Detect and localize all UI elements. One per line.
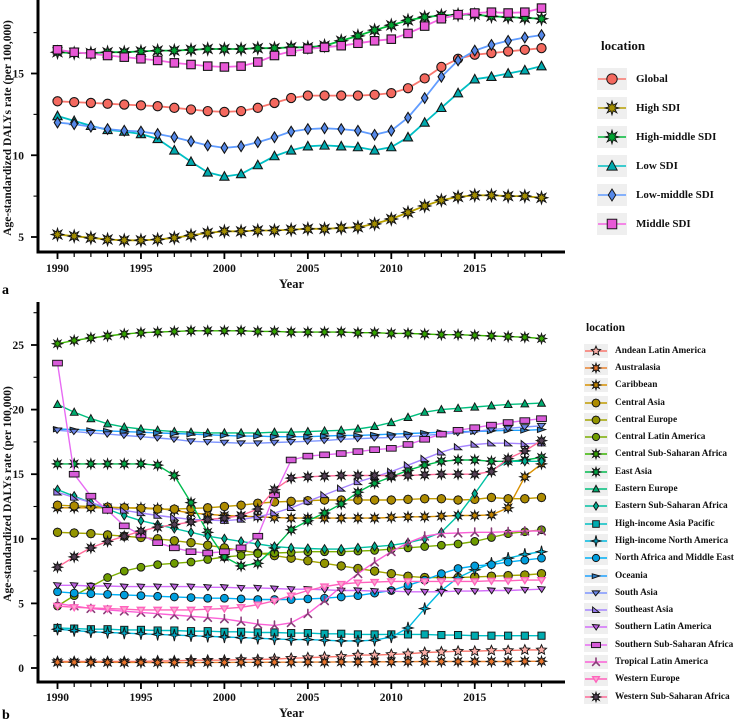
legend-item-label: Middle SDI xyxy=(636,217,691,230)
legend-item-high-income-north-america xyxy=(584,532,741,549)
panel-a-legend-items xyxy=(597,64,739,238)
svg-text:1995: 1995 xyxy=(129,263,153,275)
legend-item-central-sub-saharan-africa xyxy=(584,446,741,463)
legend-item-high-income-asia-pacific xyxy=(584,515,741,532)
series-central-sub-saharan-africa xyxy=(52,326,546,349)
legend-item-label: East Asia xyxy=(615,466,652,477)
legend-item-north-africa-and-middle-east xyxy=(584,550,741,567)
legend-item-label: Southern Sub-Saharan Africa xyxy=(615,639,734,650)
legend-item-label: Oceania xyxy=(615,570,648,581)
legend-item-high-sdi xyxy=(597,93,739,122)
svg-text:2000: 2000 xyxy=(212,692,236,704)
svg-text:15: 15 xyxy=(12,469,24,482)
legend-item-central-asia xyxy=(584,394,741,411)
legend-item-andean-latin-america xyxy=(584,342,741,359)
series-middle-sdi xyxy=(53,4,545,71)
legend-key-icon xyxy=(584,534,608,548)
svg-text:Year: Year xyxy=(279,277,304,291)
legend-key-icon xyxy=(584,430,608,444)
legend-key-icon xyxy=(597,68,627,90)
legend-item-label: Southeast Asia xyxy=(615,605,674,616)
legend-item-southern-latin-america xyxy=(584,619,741,636)
svg-text:1990: 1990 xyxy=(46,263,69,275)
panel-a-legend xyxy=(597,38,739,238)
legend-item-oceania xyxy=(584,567,741,584)
legend-item-label: Caribbean xyxy=(615,380,658,391)
legend-item-label: Andean Latin America xyxy=(615,345,706,356)
legend-item-south-asia xyxy=(584,584,741,601)
legend-item-global xyxy=(597,64,739,93)
svg-text:5: 5 xyxy=(18,232,24,244)
legend-item-southern-sub-saharan-africa xyxy=(584,636,741,653)
svg-text:Age-standardized DALYs rate (p: Age-standardized DALYs rate (per 100,000) xyxy=(2,20,14,236)
legend-item-eastern-europe xyxy=(584,480,741,497)
legend-item-label: High SDI xyxy=(636,101,681,114)
legend-key-icon xyxy=(584,413,608,427)
legend-key-icon xyxy=(584,569,608,583)
legend-key-icon xyxy=(584,465,608,479)
legend-item-label: Southern Latin America xyxy=(615,622,712,633)
legend-item-label: Global xyxy=(636,72,668,85)
panel-a-label: a xyxy=(2,283,9,298)
legend-key-icon xyxy=(584,396,608,410)
legend-item-label: Eastern Europe xyxy=(615,484,678,495)
svg-text:10: 10 xyxy=(12,533,24,546)
legend-key-icon xyxy=(584,499,608,513)
panel-a-plot xyxy=(0,0,596,298)
legend-key-icon xyxy=(584,344,608,358)
legend-item-label: Central Latin America xyxy=(615,432,706,443)
series-high-sdi xyxy=(52,189,548,246)
legend-item-label: Western Sub-Saharan Africa xyxy=(615,691,730,702)
legend-item-low-sdi xyxy=(597,151,739,180)
legend-key-icon xyxy=(584,672,608,686)
svg-text:15: 15 xyxy=(12,68,24,81)
svg-text:0: 0 xyxy=(18,663,24,675)
legend-key-icon xyxy=(584,361,608,375)
legend-key-icon xyxy=(584,638,608,652)
svg-text:1995: 1995 xyxy=(129,692,153,704)
svg-text:2005: 2005 xyxy=(296,692,320,704)
legend-item-label: Low SDI xyxy=(636,159,678,172)
legend-key-icon xyxy=(584,482,608,496)
legend-key-icon xyxy=(597,126,627,148)
legend-key-icon xyxy=(597,213,627,235)
legend-item-australasia xyxy=(584,359,741,376)
legend-item-label: Eastern Sub-Saharan Africa xyxy=(615,501,728,512)
panel-b-legend-items xyxy=(584,342,741,705)
legend-item-label: Western Europe xyxy=(615,674,680,685)
legend-item-caribbean xyxy=(584,377,741,394)
legend-item-middle-sdi xyxy=(597,209,739,238)
legend-item-label: High-middle SDI xyxy=(636,130,717,143)
legend-key-icon xyxy=(597,184,627,206)
series-low-sdi xyxy=(53,61,546,180)
svg-text:Year: Year xyxy=(279,706,304,720)
legend-item-label: Central Europe xyxy=(615,414,678,425)
legend-item-southeast-asia xyxy=(584,601,741,618)
legend-item-label: High-income North America xyxy=(615,535,729,546)
legend-item-western-sub-saharan-africa xyxy=(584,688,741,705)
legend-key-icon xyxy=(584,378,608,392)
legend-key-icon xyxy=(584,551,608,565)
panel-b-legend xyxy=(584,322,741,705)
legend-item-label: South Asia xyxy=(615,587,658,598)
legend-item-label: Australasia xyxy=(615,362,661,373)
legend-item-central-europe xyxy=(584,411,741,428)
legend-key-icon xyxy=(597,155,627,177)
legend-key-icon xyxy=(584,517,608,531)
legend-item-east-asia xyxy=(584,463,741,480)
svg-text:2010: 2010 xyxy=(379,263,403,275)
legend-item-low-middle-sdi xyxy=(597,180,739,209)
svg-text:2015: 2015 xyxy=(463,692,487,704)
legend-key-icon xyxy=(584,690,608,704)
svg-text:5: 5 xyxy=(18,598,24,611)
series-high-income-asia-pacific xyxy=(54,624,545,639)
legend-item-label: Central Sub-Saharan Africa xyxy=(615,449,728,460)
legend-item-central-latin-america xyxy=(584,428,741,445)
legend-item-label: Tropical Latin America xyxy=(615,656,709,667)
svg-text:2005: 2005 xyxy=(296,263,320,275)
svg-text:20: 20 xyxy=(12,404,24,417)
legend-key-icon xyxy=(584,603,608,617)
svg-text:2015: 2015 xyxy=(463,263,487,275)
svg-text:2000: 2000 xyxy=(212,263,236,275)
legend-item-tropical-latin-america xyxy=(584,653,741,670)
legend-item-label: High-income Asia Pacific xyxy=(615,518,715,529)
legend-key-icon xyxy=(584,586,608,600)
legend-key-icon xyxy=(584,655,608,669)
legend-item-high-middle-sdi xyxy=(597,122,739,151)
svg-text:25: 25 xyxy=(12,340,24,352)
panel-b-plot xyxy=(0,298,584,725)
legend-item-label: Low-middle SDI xyxy=(636,188,714,201)
panel-b-legend-title: location xyxy=(586,322,625,334)
legend-key-icon xyxy=(584,620,608,634)
panel-b-label: b xyxy=(2,708,10,723)
legend-item-western-europe xyxy=(584,671,741,688)
legend-key-icon xyxy=(584,447,608,461)
legend-item-eastern-sub-saharan-africa xyxy=(584,498,741,515)
svg-text:10: 10 xyxy=(12,150,24,163)
svg-text:2010: 2010 xyxy=(379,692,403,704)
svg-text:Age-standardized DALYs rate (p: Age-standardized DALYs rate (per 100,000) xyxy=(2,386,14,602)
svg-text:1990: 1990 xyxy=(46,692,69,704)
legend-item-label: Central Asia xyxy=(615,397,665,408)
legend-key-icon xyxy=(597,97,627,119)
series-southeast-asia xyxy=(54,440,545,524)
legend-item-label: North Africa and Middle East xyxy=(615,553,734,564)
panel-a-legend-title: location xyxy=(601,38,646,53)
